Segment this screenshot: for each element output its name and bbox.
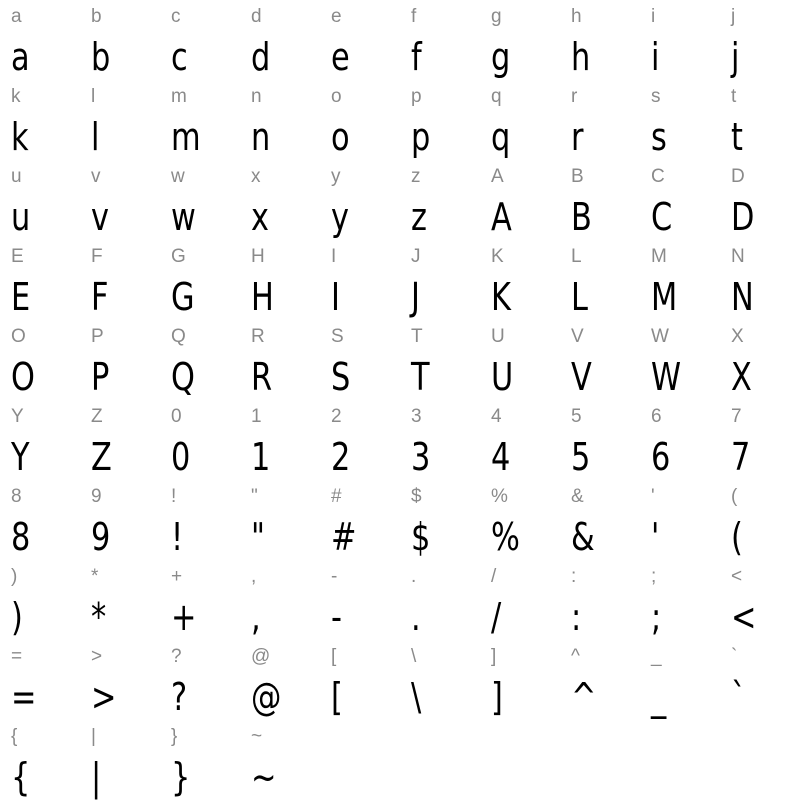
glyph-cell[interactable]: [560, 0, 640, 80]
glyph-label: O: [11, 326, 26, 347]
glyph-label: ): [11, 566, 18, 587]
glyph-cell[interactable]: [160, 480, 240, 560]
glyph-char: 6: [651, 435, 671, 479]
glyph-char: ^: [571, 675, 597, 719]
glyph-char: C: [651, 195, 673, 239]
glyph-label: *: [91, 566, 99, 587]
glyph-cell[interactable]: [560, 320, 640, 400]
glyph-cell[interactable]: [80, 0, 160, 80]
glyph-cell[interactable]: [80, 480, 160, 560]
glyph-cell[interactable]: [480, 160, 560, 240]
glyph-label: b: [91, 6, 102, 27]
glyph-cell[interactable]: [80, 80, 160, 160]
glyph-char: [: [331, 675, 343, 719]
glyph-char: !: [171, 515, 184, 559]
glyph-label: y: [331, 166, 341, 187]
glyph-char: J: [411, 275, 420, 319]
glyph-cell[interactable]: [720, 640, 800, 720]
glyph-cell[interactable]: [320, 160, 400, 240]
glyph-label: $: [411, 486, 422, 507]
glyph-cell[interactable]: [480, 640, 560, 720]
glyph-cell[interactable]: [160, 560, 240, 640]
glyph-char: ~: [251, 755, 277, 799]
glyph-char: .: [411, 595, 421, 639]
glyph-char: q: [491, 115, 511, 159]
glyph-label: 2: [331, 406, 342, 427]
glyph-label: x: [251, 166, 261, 187]
glyph-cell[interactable]: [560, 560, 640, 640]
glyph-char: v: [91, 195, 109, 239]
glyph-cell[interactable]: [560, 480, 640, 560]
glyph-label: ;: [651, 566, 657, 587]
glyph-cell[interactable]: [320, 0, 400, 80]
glyph-cell[interactable]: [160, 640, 240, 720]
glyph-char: t: [731, 115, 743, 159]
glyph-label: X: [731, 326, 744, 347]
glyph-char: W: [651, 355, 682, 399]
glyph-cell[interactable]: [320, 80, 400, 160]
glyph-cell[interactable]: [480, 80, 560, 160]
glyph-label: v: [91, 166, 101, 187]
glyph-cell[interactable]: [640, 80, 720, 160]
glyph-char: s: [651, 115, 667, 159]
glyph-label: 6: [651, 406, 662, 427]
glyph-char: 0: [171, 435, 191, 479]
glyph-char: \: [411, 675, 422, 719]
glyph-label: ~: [251, 726, 263, 747]
glyph-label: p: [411, 86, 422, 107]
glyph-cell[interactable]: [240, 560, 320, 640]
glyph-label: 4: [491, 406, 502, 427]
glyph-label: W: [651, 326, 669, 347]
glyph-char: R: [251, 355, 273, 399]
glyph-char: 4: [491, 435, 511, 479]
glyph-label: 8: [11, 486, 22, 507]
glyph-cell[interactable]: [640, 640, 720, 720]
glyph-char: ): [11, 595, 23, 639]
glyph-cell[interactable]: [0, 320, 80, 400]
glyph-char: z: [411, 195, 427, 239]
glyph-cell[interactable]: [720, 240, 800, 320]
glyph-char: 5: [571, 435, 591, 479]
glyph-label: n: [251, 86, 262, 107]
glyph-char: `: [731, 675, 747, 719]
glyph-label: B: [571, 166, 584, 187]
glyph-cell[interactable]: [80, 160, 160, 240]
glyph-label: i: [651, 6, 656, 27]
glyph-cell[interactable]: [640, 0, 720, 80]
glyph-label: P: [91, 326, 104, 347]
glyph-label: #: [331, 486, 342, 507]
glyph-cell[interactable]: [400, 80, 480, 160]
glyph-cell[interactable]: [480, 400, 560, 480]
glyph-label: G: [171, 246, 186, 267]
glyph-label: ?: [171, 646, 182, 667]
glyph-cell[interactable]: [480, 560, 560, 640]
glyph-char: -: [331, 595, 342, 639]
glyph-char: L: [571, 275, 588, 319]
glyph-label: `: [731, 646, 738, 667]
glyph-cell[interactable]: [560, 80, 640, 160]
glyph-cell[interactable]: [80, 560, 160, 640]
glyph-char: ,: [251, 595, 261, 639]
glyph-cell[interactable]: [160, 320, 240, 400]
glyph-label: ": [251, 486, 258, 507]
glyph-char: $: [411, 515, 431, 559]
glyph-cell[interactable]: [0, 240, 80, 320]
glyph-char: T: [411, 355, 430, 399]
glyph-cell[interactable]: [0, 80, 80, 160]
glyph-label: c: [171, 6, 181, 27]
glyph-cell[interactable]: [240, 80, 320, 160]
glyph-char: l: [91, 115, 100, 159]
glyph-label: R: [251, 326, 265, 347]
glyph-label: A: [491, 166, 504, 187]
glyph-char: I: [331, 275, 340, 319]
glyph-cell[interactable]: [560, 640, 640, 720]
glyph-cell[interactable]: [240, 720, 320, 800]
glyph-char: D: [731, 195, 755, 239]
glyph-char: Z: [91, 435, 112, 479]
glyph-char: /: [491, 595, 502, 639]
glyph-label: E: [11, 246, 24, 267]
glyph-char: u: [11, 195, 31, 239]
glyph-label: a: [11, 6, 22, 27]
glyph-char: V: [571, 355, 592, 399]
glyph-label: k: [11, 86, 21, 107]
glyph-char: 1: [251, 435, 271, 479]
glyph-label: F: [91, 246, 103, 267]
glyph-char: 8: [11, 515, 31, 559]
glyph-char: a: [11, 35, 30, 79]
glyph-cell[interactable]: [240, 160, 320, 240]
glyph-label: .: [411, 566, 417, 587]
glyph-cell[interactable]: [640, 240, 720, 320]
glyph-char: <: [731, 595, 757, 639]
glyph-char: m: [171, 115, 201, 159]
glyph-label: J: [411, 246, 421, 267]
glyph-cell[interactable]: [80, 400, 160, 480]
glyph-label: o: [331, 86, 342, 107]
glyph-char: w: [171, 195, 196, 239]
glyph-cell[interactable]: [240, 480, 320, 560]
glyph-char: @: [251, 675, 282, 719]
glyph-cell[interactable]: [720, 400, 800, 480]
glyph-label: <: [731, 566, 743, 587]
glyph-label: 5: [571, 406, 582, 427]
glyph-label: _: [651, 646, 662, 667]
glyph-char: =: [11, 675, 37, 719]
glyph-label: }: [171, 726, 178, 747]
glyph-char: *: [91, 595, 107, 639]
glyph-label: w: [171, 166, 185, 187]
glyph-label: M: [651, 246, 667, 267]
glyph-label: S: [331, 326, 344, 347]
glyph-label: z: [411, 166, 421, 187]
glyph-label: s: [651, 86, 661, 107]
glyph-char: f: [411, 35, 422, 79]
glyph-cell[interactable]: [320, 240, 400, 320]
glyph-char: _: [651, 675, 667, 719]
glyph-char: 7: [731, 435, 751, 479]
glyph-cell[interactable]: [0, 160, 80, 240]
glyph-label: =: [11, 646, 23, 667]
glyph-char: i: [651, 35, 660, 79]
glyph-label: /: [491, 566, 497, 587]
glyph-label: 1: [251, 406, 262, 427]
glyph-label: ]: [491, 646, 497, 667]
glyph-cell[interactable]: [160, 160, 240, 240]
glyph-char: U: [491, 355, 514, 399]
glyph-label: {: [11, 726, 18, 747]
glyph-label: >: [91, 646, 103, 667]
glyph-label: t: [731, 86, 737, 107]
glyph-label: %: [491, 486, 508, 507]
glyph-char: x: [251, 195, 269, 239]
glyph-char: g: [491, 35, 511, 79]
glyph-cell[interactable]: [0, 0, 80, 80]
glyph-char: Q: [171, 355, 195, 399]
glyph-char: o: [331, 115, 350, 159]
glyph-cell[interactable]: [320, 320, 400, 400]
glyph-cell[interactable]: [320, 480, 400, 560]
glyph-label: f: [411, 6, 417, 27]
glyph-char: j: [731, 35, 740, 79]
glyph-cell[interactable]: [720, 320, 800, 400]
glyph-label: ': [651, 486, 655, 507]
glyph-cell[interactable]: [240, 400, 320, 480]
glyph-cell[interactable]: [0, 400, 80, 480]
glyph-cell[interactable]: [560, 240, 640, 320]
glyph-cell[interactable]: [480, 320, 560, 400]
glyph-cell[interactable]: [720, 560, 800, 640]
glyph-cell[interactable]: [720, 160, 800, 240]
glyph-cell[interactable]: [480, 240, 560, 320]
glyph-label: (: [731, 486, 738, 507]
glyph-label: ^: [571, 646, 580, 667]
glyph-label: \: [411, 646, 417, 667]
glyph-cell[interactable]: [80, 240, 160, 320]
glyph-char: h: [571, 35, 591, 79]
glyph-label: 9: [91, 486, 102, 507]
glyph-label: D: [731, 166, 745, 187]
glyph-label: q: [491, 86, 502, 107]
glyph-char: B: [571, 195, 592, 239]
glyph-char: +: [171, 595, 197, 639]
glyph-char: d: [251, 35, 271, 79]
glyph-cell[interactable]: [80, 720, 160, 800]
glyph-label: T: [411, 326, 423, 347]
glyph-label: m: [171, 86, 187, 107]
glyph-label: C: [651, 166, 665, 187]
glyph-cell[interactable]: [400, 560, 480, 640]
glyph-label: @: [251, 646, 271, 667]
glyph-label: e: [331, 6, 342, 27]
glyph-char: S: [331, 355, 351, 399]
glyph-label: |: [91, 726, 96, 747]
glyph-char: 3: [411, 435, 431, 479]
glyph-cell[interactable]: [480, 480, 560, 560]
glyph-cell[interactable]: [240, 640, 320, 720]
glyph-char: y: [331, 195, 349, 239]
glyph-cell[interactable]: [400, 320, 480, 400]
glyph-cell[interactable]: [240, 240, 320, 320]
glyph-char: H: [251, 275, 274, 319]
glyph-char: X: [731, 355, 752, 399]
glyph-char: E: [11, 275, 31, 319]
glyph-label: 0: [171, 406, 182, 427]
glyph-char: Y: [11, 435, 30, 479]
glyph-char: F: [91, 275, 109, 319]
glyph-cell[interactable]: [400, 400, 480, 480]
glyph-char: G: [171, 275, 195, 319]
glyph-label: !: [171, 486, 177, 507]
glyph-label: d: [251, 6, 262, 27]
glyph-label: [: [331, 646, 337, 667]
glyph-cell[interactable]: [160, 240, 240, 320]
glyph-char: p: [411, 115, 431, 159]
glyph-cell[interactable]: [400, 480, 480, 560]
glyph-char: ': [651, 515, 660, 559]
glyph-cell[interactable]: [240, 320, 320, 400]
glyph-char: ;: [651, 595, 662, 639]
glyph-cell[interactable]: [400, 240, 480, 320]
glyph-label: K: [491, 246, 504, 267]
glyph-label: g: [491, 6, 502, 27]
glyph-cell[interactable]: [240, 0, 320, 80]
glyph-char: 9: [91, 515, 111, 559]
glyph-cell[interactable]: [320, 640, 400, 720]
glyph-label: 3: [411, 406, 422, 427]
glyph-label: u: [11, 166, 22, 187]
glyph-char: {: [11, 755, 31, 799]
glyph-char: (: [731, 515, 743, 559]
glyph-char: O: [11, 355, 35, 399]
glyph-cell[interactable]: [0, 640, 80, 720]
glyph-label: +: [171, 566, 183, 587]
glyph-label: U: [491, 326, 505, 347]
glyph-char: k: [11, 115, 29, 159]
glyph-char: &: [571, 515, 595, 559]
glyph-label: Y: [11, 406, 24, 427]
glyph-char: e: [331, 35, 350, 79]
glyph-char: ": [251, 515, 265, 559]
glyph-cell[interactable]: [160, 80, 240, 160]
glyph-label: Z: [91, 406, 103, 427]
glyph-char: n: [251, 115, 271, 159]
glyph-cell[interactable]: [80, 320, 160, 400]
glyph-label: ,: [251, 566, 257, 587]
glyph-char: K: [491, 275, 511, 319]
glyph-label: :: [571, 566, 577, 587]
glyph-char: #: [331, 515, 357, 559]
glyph-cell[interactable]: [560, 400, 640, 480]
glyph-cell[interactable]: [160, 0, 240, 80]
glyph-cell[interactable]: [640, 400, 720, 480]
glyph-label: L: [571, 246, 582, 267]
glyph-char: P: [91, 355, 110, 399]
glyph-cell[interactable]: [80, 640, 160, 720]
glyph-label: j: [731, 6, 736, 27]
glyph-cell[interactable]: [640, 160, 720, 240]
glyph-label: l: [91, 86, 96, 107]
glyph-label: &: [571, 486, 584, 507]
glyph-label: I: [331, 246, 337, 267]
glyph-char: ]: [491, 675, 503, 719]
glyph-label: H: [251, 246, 265, 267]
glyph-cell[interactable]: [0, 720, 80, 800]
glyph-char: A: [491, 195, 512, 239]
glyph-cell[interactable]: [480, 0, 560, 80]
glyph-cell[interactable]: [400, 640, 480, 720]
glyph-cell[interactable]: [720, 0, 800, 80]
glyph-char: |: [91, 755, 102, 799]
glyph-cell[interactable]: [320, 400, 400, 480]
glyph-label: Q: [171, 326, 186, 347]
glyph-cell[interactable]: [160, 400, 240, 480]
glyph-cell[interactable]: [0, 480, 80, 560]
glyph-char: b: [91, 35, 111, 79]
glyph-cell[interactable]: [160, 720, 240, 800]
glyph-char: :: [571, 595, 582, 639]
glyph-cell[interactable]: [320, 560, 400, 640]
glyph-label: r: [571, 86, 578, 107]
glyph-cell[interactable]: [720, 480, 800, 560]
glyph-char: r: [571, 115, 584, 159]
glyph-char: %: [491, 515, 520, 559]
glyph-label: 7: [731, 406, 742, 427]
glyph-label: N: [731, 246, 745, 267]
glyph-char: N: [731, 275, 754, 319]
glyph-cell[interactable]: [560, 160, 640, 240]
glyph-char: }: [171, 755, 191, 799]
glyph-char: >: [91, 675, 117, 719]
glyph-cell[interactable]: [0, 560, 80, 640]
glyph-cell[interactable]: [640, 480, 720, 560]
glyph-char: 2: [331, 435, 351, 479]
glyph-label: V: [571, 326, 584, 347]
glyph-char: ?: [171, 675, 188, 719]
glyph-char: M: [651, 275, 678, 319]
glyph-cell[interactable]: [400, 160, 480, 240]
glyph-label: h: [571, 6, 582, 27]
glyph-cell[interactable]: [640, 320, 720, 400]
glyph-label: -: [331, 566, 338, 587]
glyph-cell[interactable]: [640, 560, 720, 640]
glyph-cell[interactable]: [400, 0, 480, 80]
glyph-cell[interactable]: [720, 80, 800, 160]
glyph-char: c: [171, 35, 188, 79]
